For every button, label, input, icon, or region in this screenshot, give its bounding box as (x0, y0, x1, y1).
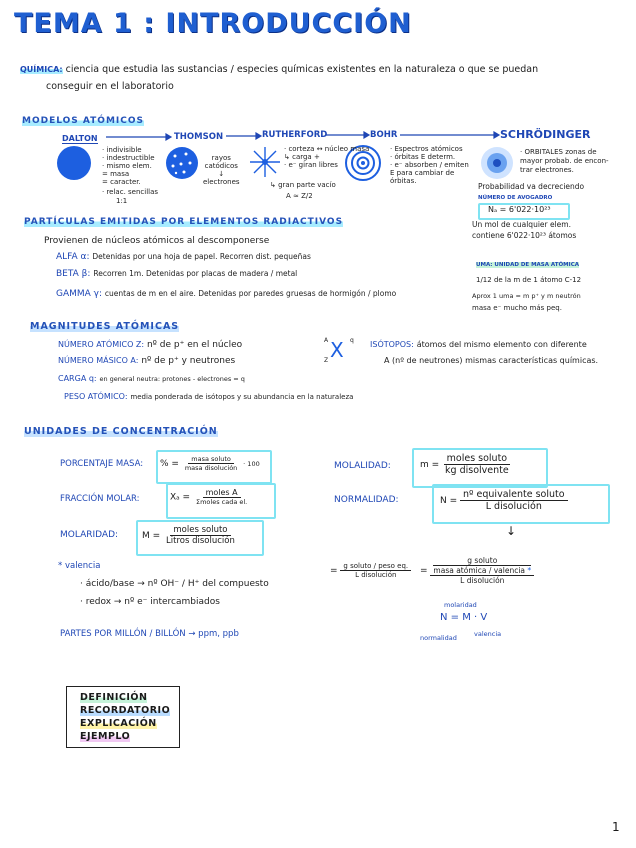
bohr-name: BOHR (370, 130, 398, 140)
rutherford-name: RUTHERFORD (262, 130, 328, 140)
fraccion-label: FRACCIÓN MOLAR: (60, 494, 140, 504)
z-text: nº de p⁺ en el núcleo (146, 340, 243, 350)
avogadro-formula: Nₐ = 6'022·10²³ (488, 205, 551, 214)
uma-line2: Aprox 1 uma = m p⁺ y m neutrón (472, 292, 581, 300)
normalidad-expansion: = $\frac{\text{g soluto / peso eq.}}{\text{L disolución}}$ = g soluto masa atómica / valencia * L disolución (330, 556, 534, 585)
dalton-name: DALTON (62, 134, 98, 143)
symbol-z: Z (324, 357, 329, 364)
schrodinger-props: · ORBITALES zonas de mayor probab. de encon- trar electrones. (520, 148, 609, 174)
symbol-a: A (324, 337, 329, 344)
schrodinger-name: SCHRÖDINGER (500, 128, 591, 141)
valencia-label: * valencia (58, 561, 101, 571)
z-label: NÚMERO ATÓMICO Z: (58, 340, 145, 349)
page-number: 1 (612, 820, 620, 834)
beta-row (56, 269, 297, 279)
normalidad-label: NORMALIDAD: (334, 495, 399, 505)
isotopos-label: ISÓTOPOS: (370, 340, 414, 349)
rutherford-az: A ≈ Z/2 (286, 192, 313, 200)
uma-label: UMA: UNIDAD DE MASA ATÓMICA (476, 262, 579, 268)
peso-text: media ponderada de isótopos y su abundancia en la naturaleza (130, 393, 354, 401)
peso-label: PESO ATÓMICO: (64, 392, 128, 401)
carga-row (58, 374, 245, 384)
gamma-row (56, 289, 396, 299)
dalton-sphere-icon (56, 145, 92, 181)
alfa-text: Detenidas por una hoja de papel. Recorren dist. pequeñas (92, 252, 311, 261)
molalidad-label: MOLALIDAD: (334, 461, 391, 471)
isotopos-text1: átomos del mismo elemento con diferente (416, 340, 587, 349)
legend-definicion: DEFINICIÓN (80, 692, 148, 703)
porcentaje-label: PORCENTAJE MASA: (60, 459, 144, 469)
avogadro-text1: Un mol de cualquier elem. (472, 220, 571, 229)
z-row (58, 340, 242, 350)
avogadro-text2: contiene 6'022·10²³ átomos (472, 231, 577, 240)
molaridad-formula: M = $\frac{\text{moles soluto}}{\text{Litros disolución}}$ (142, 525, 235, 546)
nmv-right: valencia (474, 630, 502, 638)
thomson-atom-icon (164, 145, 200, 181)
quimica-line1: ciencia que estudia las sustancias / especies químicas existentes en la naturaleza o que se puedan (65, 64, 539, 75)
nmv-left: normalidad (420, 634, 457, 642)
symbol-x: X (330, 338, 344, 362)
magnitudes-heading: MAGNITUDES ATÓMICAS (30, 321, 180, 332)
rutherford-note: ↳ gran parte vacío (270, 181, 336, 189)
page-title: TEMA 1 : INTRODUCCIÓN (14, 8, 412, 39)
schrodinger-cloud-icon (480, 146, 514, 180)
thomson-text: rayos catódicos ↓ electrones (203, 154, 240, 186)
fraccion-formula: Xₐ = $\frac{\text{moles A}}{\text{Σmoles cada el.}}$ (170, 488, 248, 506)
gamma-text: cuentas de m en el aire. Detenidas por paredes gruesas de hormigón / plomo (104, 289, 397, 298)
dalton-props: · indivisible · indestructible · mismo elem. = masa = caracter. (102, 146, 155, 186)
molaridad-label: MOLARIDAD: (60, 530, 119, 540)
porcentaje-formula: % = $\frac{\text{masa soluto}}{\text{masa disolución}}$ · 100 (160, 455, 260, 472)
carga-label: CARGA q: (58, 374, 97, 383)
schrodinger-note: Probabilidad va decreciendo (478, 182, 585, 191)
dalton-ratio: 1:1 (116, 197, 128, 205)
down-arrow-icon: ↓ (506, 524, 517, 538)
peso-row (64, 392, 353, 402)
carga-text: en general neutra: protones - electrones = q (99, 375, 245, 383)
particulas-heading: PARTÍCULAS EMITIDAS POR ELEMENTOS RADIACTIVOS (24, 217, 344, 227)
alfa-row (56, 252, 311, 262)
dalton-extra: · relac. sencillas (102, 188, 159, 196)
legend-explicacion: EXPLICACIÓN (80, 718, 157, 729)
modelos-heading: MODELOS ATÓMICOS (22, 116, 145, 126)
quimica-label: QUÍMICA: (20, 65, 63, 74)
symbol-q: q (350, 337, 354, 344)
unidades-heading: UNIDADES DE CONCENTRACIÓN (24, 426, 218, 437)
a-label: NÚMERO MÁSICO A: (58, 356, 139, 365)
nmv-top: molaridad (444, 601, 477, 609)
a-text: nº de p⁺ y neutrones (141, 356, 236, 366)
beta-text: Recorren 1m. Detenidas por placas de madera / metal (93, 269, 298, 278)
avogadro-label: NÚMERO DE AVOGADRO (478, 195, 553, 201)
normalidad-formula: N = $\frac{\text{nº equivalente soluto}}{\text{L disolución}}$ (440, 489, 568, 512)
bohr-props: · Espectros atómicos · órbitas E determ. · e⁻ absorben / emiten E para cambiar de órbitas. (390, 145, 469, 185)
molalidad-formula: m = $\frac{\text{moles soluto}}{\text{kg disolvente}}$ (420, 453, 509, 476)
uma-line1: 1/12 de la m de 1 átomo C-12 (476, 276, 582, 284)
valencia-redox: · redox → nº e⁻ intercambiados (80, 597, 220, 607)
quimica-line2: conseguir en el laboratorio (46, 81, 174, 92)
rutherford-atom-icon (248, 145, 282, 179)
thomson-name: THOMSON (174, 132, 224, 142)
valencia-acido: · ácido/base → nº OH⁻ / H⁺ del compuesto (80, 579, 269, 589)
alfa-label: ALFA α: (56, 252, 90, 262)
beta-label: BETA β: (56, 269, 91, 279)
isotopos-row (370, 340, 587, 350)
nmv-formula: N = M · V (440, 612, 488, 623)
isotopos-text2: A (nº de neutrones) mismas características químicas. (384, 356, 599, 365)
legend-ejemplo: EJEMPLO (80, 731, 131, 742)
partes-label: PARTES POR MILLÓN / BILLÓN → ppm, ppb (60, 629, 239, 639)
particulas-intro: Provienen de núcleos atómicos al descomponerse (44, 236, 270, 246)
rutherford-props: · corteza ↔ núcleo masa ↳ carga + · e⁻ giran libres (284, 145, 370, 169)
a-row (58, 356, 235, 366)
gamma-label: GAMMA γ: (56, 289, 103, 299)
legend-recordatorio: RECORDATORIO (80, 705, 171, 716)
uma-line3: masa e⁻ mucho más peq. (472, 304, 562, 312)
